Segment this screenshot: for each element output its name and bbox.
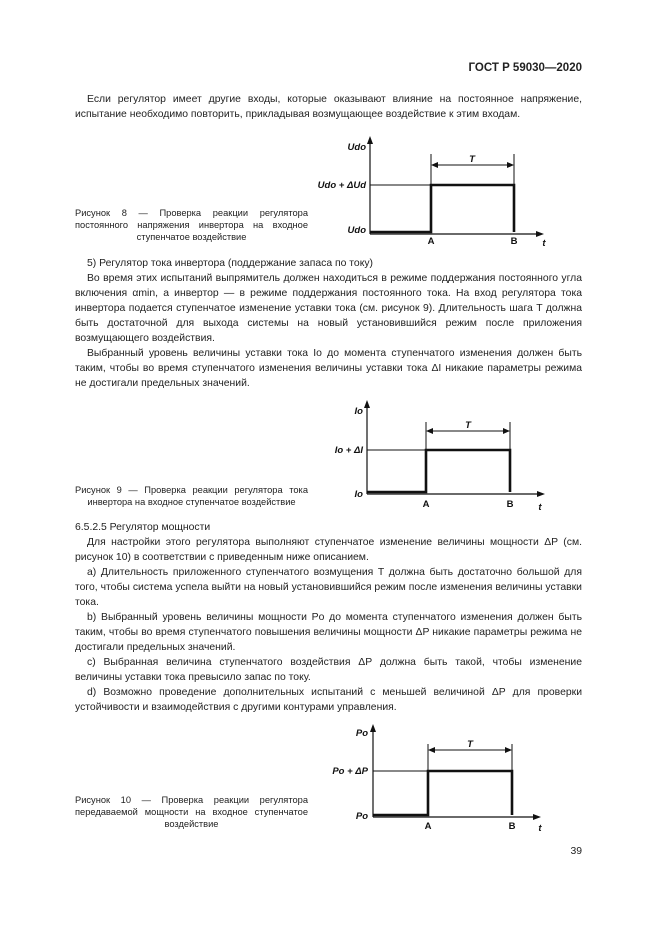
- page-number: 39: [570, 846, 582, 857]
- x-axis-label: t: [538, 502, 542, 513]
- point-b-label: B: [506, 499, 514, 510]
- level-low-label: Udo: [347, 225, 366, 236]
- point-a-label: A: [424, 821, 432, 832]
- duration-label: T: [465, 420, 471, 431]
- y-axis-label: Io: [354, 406, 363, 417]
- paragraph-other-inputs: Если регулятор имеет другие входы, которые оказывают влияние на постоянное напряжение, испытание необходимо повторить, прикладывая возмущающее воздействие к этим входам.: [75, 94, 582, 120]
- point-b-label: B: [508, 821, 516, 832]
- standard-number: ГОСТ Р 59030—2020: [468, 62, 582, 74]
- duration-label: T: [469, 154, 475, 165]
- section-current-regulator: 5) Регулятор тока инвертора (поддержание запаса по току) Во время этих испытаний выпрямитель должен находиться в режиме поддержания постоянного угла включения αmin, а инвертор — в режиме поддержания постоянного тока. На вход регулятора тока инвертора подается ступенчатое изменение уставки тока (см. рисунок 9). Длительность шага T должна быть достаточной для выхода системы на новый установившийся режим после приложения возмущающего воздействия. Выбранный уровень величины уставки тока Io до момента ступенчатого изменения должен быть таким, чтобы во время ступенчатого изменения величины уставки тока ΔI никакие параметры режима не достигали предельных значений.: [75, 258, 582, 389]
- level-low-label: Io: [354, 489, 363, 500]
- x-axis-label: t: [538, 823, 542, 834]
- y-axis-label: Po: [355, 728, 368, 739]
- figure-8-graph: [318, 134, 558, 255]
- level-low-label: Po: [355, 811, 368, 822]
- level-high-label: Po + ΔP: [332, 766, 368, 777]
- figure-9-caption: Рисунок 9 — Проверка реакции регулятора тока инвертора на входное ступенчатое воздействие: [75, 485, 308, 507]
- figure-9-graph: [318, 398, 558, 519]
- point-a-label: A: [422, 499, 430, 510]
- figure-8-caption: Рисунок 8 — Проверка реакции регулятора постоянного напряжения инвертора на входное ступенчатое воздействие: [75, 208, 308, 242]
- point-b-label: B: [510, 236, 518, 247]
- y-axis-label: Udo: [347, 142, 366, 153]
- level-high-label: Udo + ΔUd: [318, 180, 366, 191]
- duration-label: T: [467, 739, 473, 750]
- x-axis-label: t: [542, 238, 546, 249]
- point-a-label: A: [427, 236, 435, 247]
- figure-10-graph: [318, 722, 558, 843]
- section-power-regulator: 6.5.2.5 Регулятор мощности Для настройки этого регулятора выполняют ступенчатое изменение величины мощности ΔP (см. рисунок 10) в соответствии с приведенным ниже описанием. a) Длительность приложенного ступенчатого возмущения T должна быть достаточно большой для того, чтобы система успела выйти на новый установившийся режим после изменения величины уставки тока. b) Выбранный уровень величины мощности Po до момента ступенчатого изменения должен быть таким, чтобы во время ступенчатого повышения величины мощности ΔP никакие параметры режима не достигали предельных значений. c) Выбранная величина ступенчатого воздействия ΔP должна быть такой, чтобы изменение величины уставки тока превысило запас по току. d) Возможно проведение дополнительных испытаний с меньшей величиной ΔP для проверки устойчивости и взаимодействия с другими контурами управления.: [75, 522, 582, 713]
- level-high-label: Io + ΔI: [334, 445, 363, 456]
- figure-10-caption: Рисунок 10 — Проверка реакции регулятора передаваемой мощности на входное ступенчатое воздействие: [75, 795, 308, 829]
